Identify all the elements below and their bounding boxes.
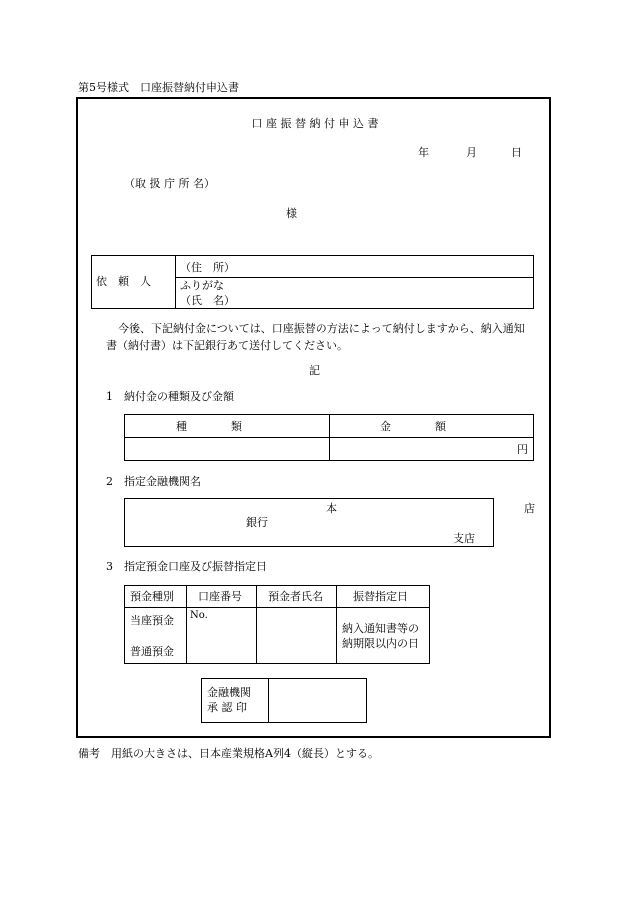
- request-text-line1: 今後、下記納付金については、口座振替の方法によって納付しますから、納入通知: [118, 322, 525, 335]
- transfer-date-line1: 納入通知書等の: [342, 622, 419, 635]
- transfer-date-line2: 納期限以内の日: [342, 637, 419, 650]
- form-number-label: 第5号様式 口座振替納付申込書: [78, 81, 239, 94]
- current-deposit-label: 当座預金: [130, 614, 174, 627]
- ki-label: 記: [309, 364, 320, 377]
- name-label: （氏 名）: [180, 294, 235, 307]
- branch-label: 支店: [453, 532, 475, 545]
- date-year: 年: [418, 146, 429, 159]
- form-title: 口 座 振 替 納 付 申 込 書: [251, 117, 379, 130]
- request-text-line2: 書（納付書）は下記銀行あて送付してください。: [106, 339, 348, 352]
- section2-heading: 2 指定金融機関名: [106, 475, 201, 488]
- applicant-box: [91, 255, 534, 309]
- holder-header: 預金者氏名: [268, 590, 323, 603]
- fee-table-col-line: [329, 414, 330, 461]
- transfer-date-header: 振替指定日: [353, 590, 408, 603]
- sama-label: 様: [286, 207, 297, 220]
- account-table-col2: [256, 585, 257, 664]
- applicant-label: 依 頼 人: [96, 275, 151, 288]
- footer-note: 備考 用紙の大きさは、日本産業規格A列4（縦長）とする。: [78, 747, 379, 760]
- applicant-address-line: [175, 277, 534, 278]
- account-no-prefix: No.: [190, 610, 208, 621]
- account-table-row-line: [124, 607, 430, 608]
- furigana-label: ふりがな: [180, 279, 224, 292]
- account-no-header: 口座番号: [198, 590, 242, 603]
- date-day: 日: [511, 146, 522, 159]
- fee-amount-header: 金 額: [380, 420, 446, 433]
- yen-label: 円: [517, 443, 528, 456]
- fee-type-header: 種 類: [176, 420, 242, 433]
- applicant-divider: [175, 255, 176, 309]
- savings-deposit-label: 普通預金: [130, 645, 174, 658]
- account-table-col1: [186, 585, 187, 664]
- head-office-label: 本 店: [326, 502, 535, 515]
- seal-box-divider: [268, 678, 269, 723]
- date-month: 月: [466, 146, 477, 159]
- section3-heading: 3 指定預金口座及び振替指定日: [106, 560, 267, 573]
- office-label: （取 扱 庁 所 名）: [124, 177, 215, 190]
- section1-heading: 1 納付金の種類及び金額: [106, 390, 234, 403]
- account-table-col3: [336, 585, 337, 664]
- address-label: （住 所）: [180, 261, 235, 274]
- bank-label: 銀行: [246, 516, 268, 529]
- seal-label-line2: 承 認 印: [207, 701, 247, 714]
- seal-label-line1: 金融機関: [207, 686, 251, 699]
- deposit-type-header: 預金種別: [130, 590, 174, 603]
